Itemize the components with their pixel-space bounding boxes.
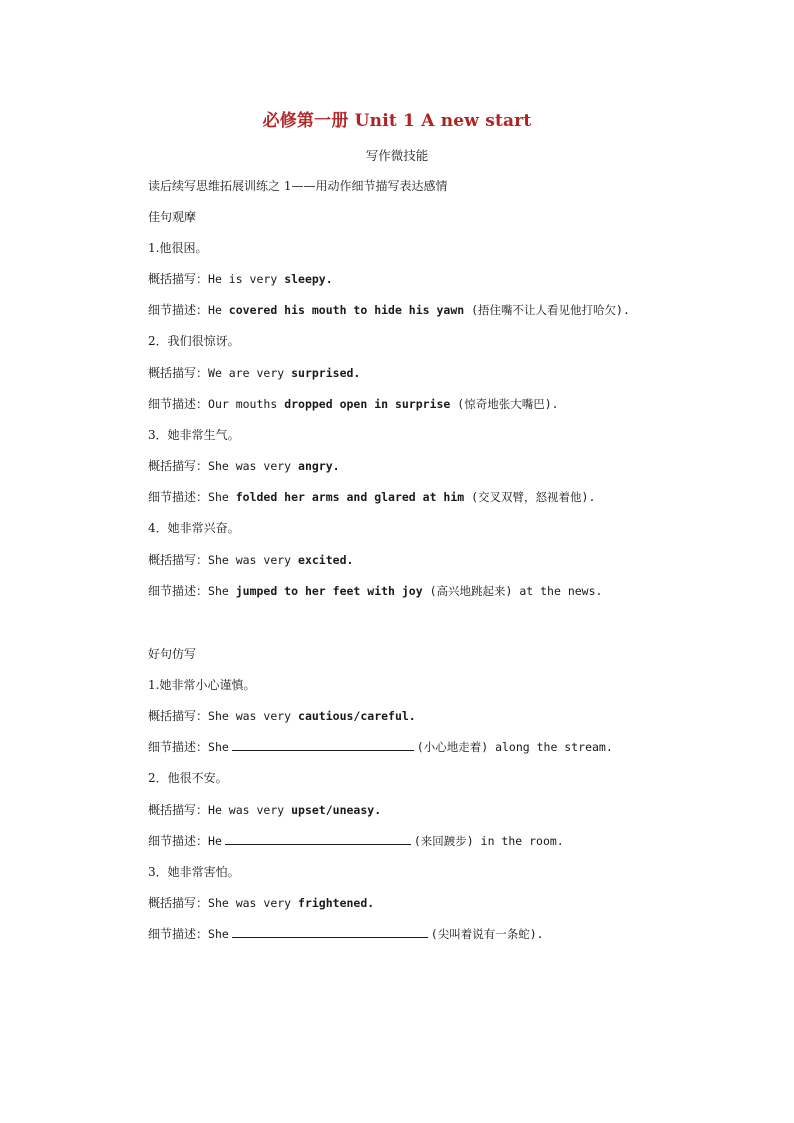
keyword: upset/uneasy. [291,803,382,817]
label: 概括描写： [148,553,209,567]
label: 概括描写： [148,896,209,910]
sentence-text: He [208,834,222,848]
general-description [148,364,360,381]
label: 细节描述： [148,397,209,411]
label: 细节描述： [148,740,209,754]
sentence-text: We are very [208,366,292,380]
general-description [148,551,353,568]
key-phrase: dropped open in surprise [284,397,451,411]
sentence-tail: (尖叫着说有一条蛇). [430,927,544,941]
answer-blank[interactable] [232,739,414,751]
general-description [148,801,381,818]
label: 概括描写： [148,272,209,286]
detail-description [148,301,630,318]
label: 细节描述： [148,927,209,941]
detail-description [148,925,544,942]
sentence-text: She [208,584,236,598]
sentence-text: She was very [208,553,299,567]
detail-description [148,488,595,505]
general-description [148,894,374,911]
sentence-text: She [208,490,236,504]
sentence-text: She [208,927,229,941]
item-number: 3．她非常害怕。 [148,865,240,879]
sentence-tail: (惊奇地张大嘴巴). [450,397,559,411]
label: 细节描述： [148,834,209,848]
sentence-tail: (来回踱步) in the room. [413,834,564,848]
item-number: 2．我们很惊讶。 [148,334,240,348]
sentence-text: Our mouths [208,397,285,411]
label: 概括描写： [148,366,209,380]
sentence-text: She [208,740,229,754]
item-number: 1.她非常小心谨慎。 [148,678,256,692]
item-number: 2．他很不安。 [148,771,228,785]
item-number: 1.他很困。 [148,241,208,255]
section-heading-observe: 佳句观摩 [148,210,197,224]
sentence-text: She was very [208,896,299,910]
label: 概括描写： [148,803,209,817]
keyword: frightened. [298,896,375,910]
detail-description [148,582,602,599]
item-number: 4．她非常兴奋。 [148,521,240,535]
sentence-text: She was very [208,459,299,473]
page-subtitle: 写作微技能 [365,148,429,163]
general-description [148,270,333,287]
item-number: 3．她非常生气。 [148,428,240,442]
label: 细节描述： [148,490,209,504]
sentence-text: He [208,303,229,317]
label: 概括描写： [148,459,209,473]
keyword: angry. [298,459,340,473]
detail-description [148,738,613,755]
answer-blank[interactable] [225,833,411,845]
keyword: cautious/careful. [298,709,416,723]
detail-description [148,395,559,412]
key-phrase: jumped to her feet with joy [235,584,423,598]
keyword: excited. [298,553,354,567]
section-heading-imitate: 好句仿写 [148,647,197,661]
label: 细节描述： [148,303,209,317]
sentence-text: He is very [208,272,285,286]
detail-description [148,832,564,849]
answer-blank[interactable] [232,926,428,938]
key-phrase: covered his mouth to hide his yawn [228,303,465,317]
sentence-tail: (高兴地跳起来) at the news. [422,584,603,598]
general-description [148,457,340,474]
page-title: 必修第一册 Unit 1 A new start [262,111,532,131]
sentence-tail: (小心地走着) along the stream. [416,740,613,754]
sentence-tail: (捂住嘴不让人看见他打哈欠). [464,303,630,317]
label: 细节描述： [148,584,209,598]
sentence-text: He was very [208,803,292,817]
general-description [148,707,416,724]
sentence-text: She was very [208,709,299,723]
sentence-tail: (交叉双臂，怒视着他). [464,490,596,504]
keyword: surprised. [291,366,361,380]
label: 概括描写： [148,709,209,723]
keyword: sleepy. [284,272,333,286]
topic-line: 读后续写思维拓展训练之 1——用动作细节描写表达感情 [148,179,448,193]
key-phrase: folded her arms and glared at him [235,490,465,504]
